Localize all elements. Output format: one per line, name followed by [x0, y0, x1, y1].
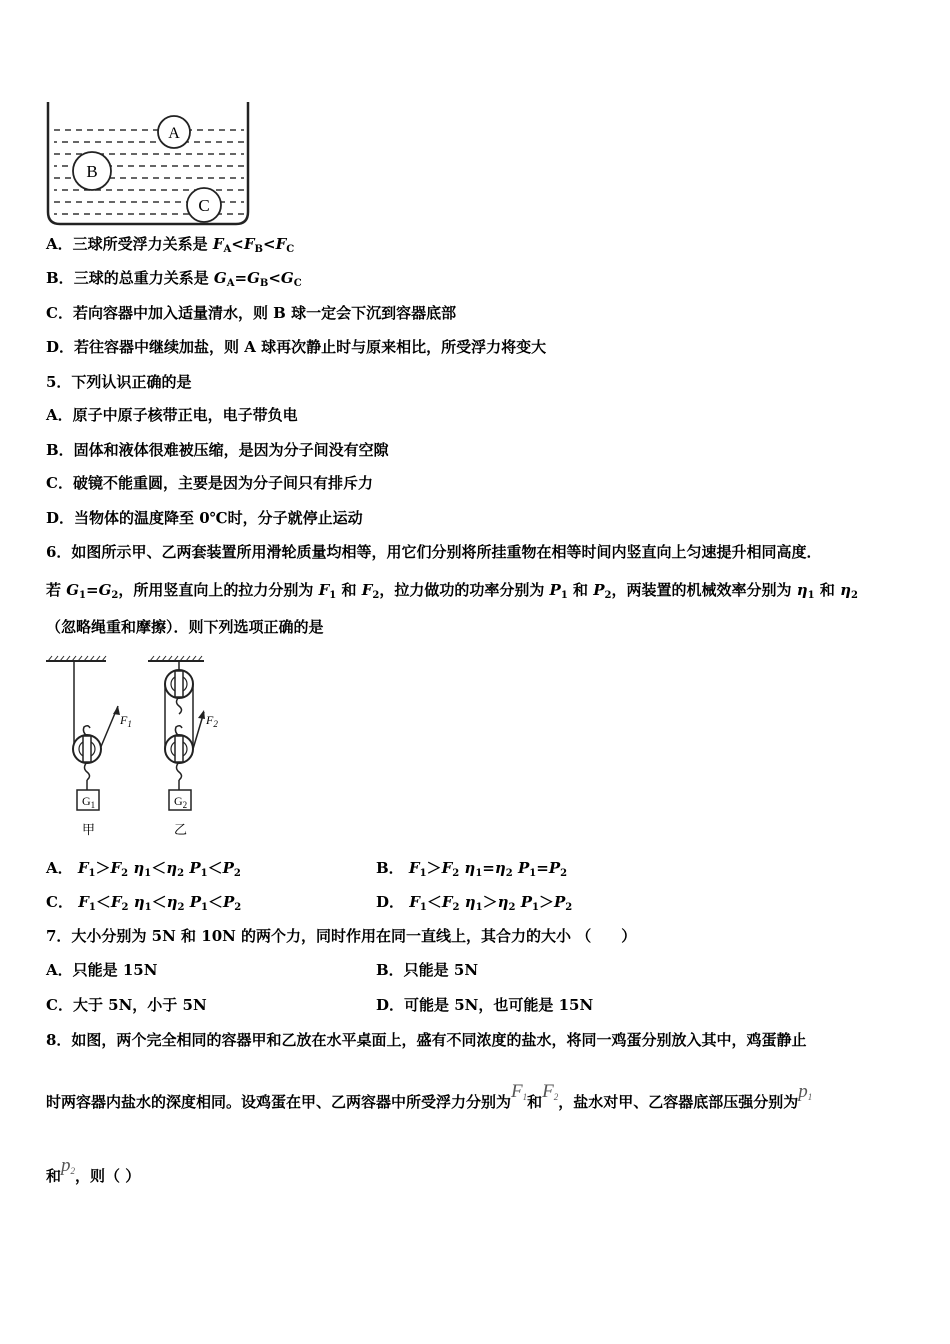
ball-c-label: C [198, 196, 210, 215]
q6-stem-line2: 若 $G_1=G_2$，所用竖直向上的拉力分别为 $F_1$ 和 $F_2$，拉力做功的功率分别为 $P_1$ 和 $P_2$，两装置的机械效率分别为 $\eta_1$ 和 $\eta_2$ [46, 581, 858, 601]
label-jia: 甲 [82, 822, 96, 837]
label-f2: $F_2$ [206, 713, 218, 729]
q8-stem-line1: 8．如图，两个完全相同的容器甲和乙放在水平桌面上，盛有不同浓度的盐水，将同一鸡蛋分别放入其中，鸡蛋静止 [46, 1031, 807, 1049]
q4-option-b: B．三球的总重力关系是 $G_A=G_B<G_C$ [46, 269, 302, 289]
q6-stem-line1: 6．如图所示甲、乙两套装置所用滑轮质量均相等，用它们分别将所挂重物在相等时间内竖直向上匀速提升相同高度． [46, 543, 822, 561]
q7-option-c: C．大于 5N，小于 5N [46, 996, 207, 1014]
ball-b-label: B [86, 162, 98, 181]
q6-option-a: A． $F_1>F_2$ $\eta_1<\eta_2$ $P_1<P_2$ [46, 859, 241, 879]
q5-option-d: D．当物体的温度降至 0℃时，分子就停止运动 [46, 509, 363, 527]
q7-option-a: A．只能是 15N [46, 961, 158, 979]
q5-stem: 5．下列认识正确的是 [46, 373, 192, 391]
q6-option-b: B． $F_1>F_2$ $\eta_1=\eta_2$ $P_1=P_2$ [376, 859, 568, 879]
q5-option-c: C．破镜不能重圆，主要是因为分子间只有排斥力 [46, 474, 373, 492]
q4-option-d: D．若往容器中继续加盐，则 A 球再次静止时与原来相比，所受浮力将变大 [46, 338, 547, 356]
q7-stem: 7．大小分别为 5N 和 10N 的两个力，同时作用在同一直线上，其合力的大小 （ ） [46, 927, 637, 945]
q7-option-d: D．可能是 5N，也可能是 15N [376, 996, 594, 1014]
q5-option-b: B．固体和液体很难被压缩，是因为分子间没有空隙 [46, 441, 389, 459]
q5-option-a: A．原子中原子核带正电，电子带负电 [46, 406, 298, 424]
figure-pulley-systems [44, 652, 244, 842]
label-g1: $G_1$ [82, 794, 96, 810]
label-g2: $G_2$ [174, 794, 188, 810]
q6-option-d: D． $F_1<F_2$ $\eta_1>\eta_2$ $P_1>P_2$ [376, 893, 573, 913]
label-yi: 乙 [174, 822, 188, 837]
figure-container-balls [44, 100, 252, 228]
ball-a-label: A [168, 125, 180, 142]
label-f1: $F_1$ [120, 713, 132, 729]
q7-option-b: B．只能是 5N [376, 961, 479, 979]
q6-option-c: C． $F_1<F_2$ $\eta_1<\eta_2$ $P_1<P_2$ [46, 893, 242, 913]
q8-stem-line2: 时两容器内盐水的深度相同。设鸡蛋在甲、乙两容器中所受浮力分别为$F_1$和$F_2$，盐水对甲、乙容器底部压强分别为$p_1$ [46, 1081, 813, 1111]
q6-stem-line3: （忽略绳重和摩擦）．则下列选项正确的是 [46, 618, 324, 636]
q8-stem-line3: 和$p_2$，则（ ） [46, 1155, 141, 1185]
q4-option-c: C．若向容器中加入适量清水，则 B 球一定会下沉到容器底部 [46, 304, 457, 322]
q4-option-a: A．三球所受浮力关系是 $F_A<F_B<F_C$ [46, 235, 295, 255]
